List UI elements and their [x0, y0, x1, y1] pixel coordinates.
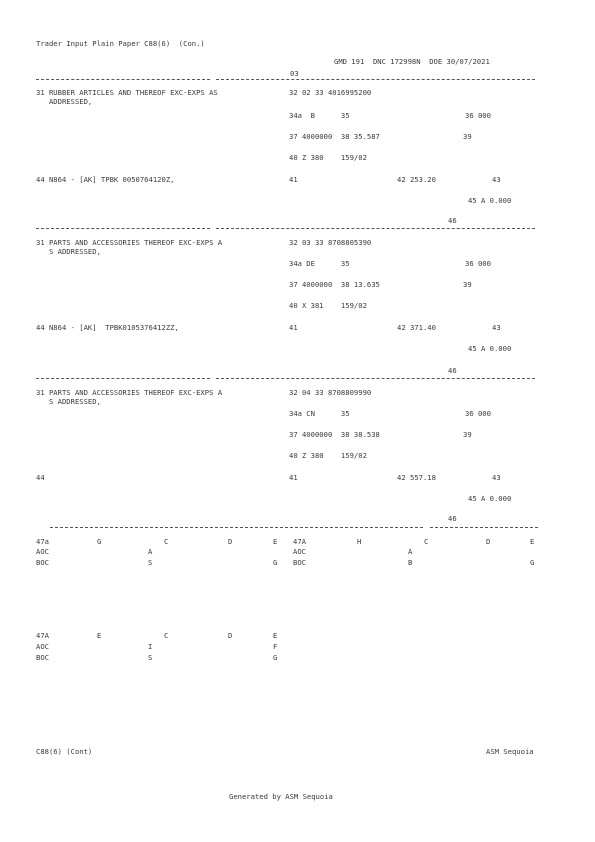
box-41: 41 — [289, 473, 298, 482]
box-39: 39 — [463, 280, 472, 289]
calc-aoc-value-2: F — [273, 642, 278, 651]
declaration-reference: GMD 191 DNC 172998N DOE 30/07/2021 — [334, 57, 490, 66]
divider — [430, 527, 538, 528]
calc-boc-label: BOC — [36, 653, 49, 662]
calc-col-h: H — [357, 537, 362, 546]
calc-col-47a: 47A — [293, 537, 306, 546]
calc-aoc-label: AOC — [293, 547, 306, 556]
calc-boc-value-2: G — [530, 558, 535, 567]
box-46: 46 — [448, 514, 457, 523]
calc-col-47a: 47a — [36, 537, 49, 546]
calc-col-e: E — [273, 631, 278, 640]
document-title: Trader Input Plain Paper C88(6) (Con.) — [36, 39, 205, 48]
calc-aoc-value: I — [148, 642, 153, 651]
divider — [216, 79, 535, 80]
divider — [36, 79, 210, 80]
box-43: 43 — [492, 323, 501, 332]
box-36: 36 000 — [465, 111, 491, 120]
calc-boc-value: B — [408, 558, 413, 567]
box-44: 44 — [36, 473, 45, 482]
box-43: 43 — [492, 473, 501, 482]
calc-boc-label: BOC — [293, 558, 306, 567]
calc-aoc-value: A — [148, 547, 153, 556]
calc-boc-label: BOC — [36, 558, 49, 567]
box-34-35: 34a CN 35 — [289, 409, 350, 418]
item-description-cont: S ADDRESSED, — [36, 397, 101, 406]
box-45: 45 A 0.000 — [468, 196, 512, 205]
calc-aoc-label: AOC — [36, 547, 49, 556]
item-description: 31 PARTS AND ACCESSORIES THEREOF EXC-EXPS A — [36, 238, 223, 247]
calc-col-e: E — [530, 537, 535, 546]
box-40: 40 Z 380 159/02 — [289, 153, 367, 162]
box-37-38: 37 4000000 38 13.635 — [289, 280, 380, 289]
divider — [216, 228, 535, 229]
commodity-code: 32 02 33 4016995200 — [289, 88, 372, 97]
calc-boc-value: S — [148, 558, 153, 567]
box-42: 42 557.18 — [397, 473, 436, 482]
calc-col-c: C — [164, 631, 169, 640]
divider — [50, 527, 423, 528]
box-36: 36 000 — [465, 259, 491, 268]
box-39: 39 — [463, 132, 472, 141]
divider — [36, 228, 210, 229]
calc-col-c: C — [424, 537, 429, 546]
item-description-cont: ADDRESSED, — [36, 97, 93, 106]
calc-col-d: D — [228, 631, 233, 640]
form-identifier: C88(6) (Cont) — [36, 747, 93, 756]
box-46: 46 — [448, 216, 457, 225]
box-36: 36 000 — [465, 409, 491, 418]
calc-col-d: D — [486, 537, 491, 546]
box-41: 41 — [289, 175, 298, 184]
calc-aoc-label: AOC — [36, 642, 49, 651]
commodity-code: 32 04 33 8708809990 — [289, 388, 372, 397]
box-40: 40 Z 380 159/02 — [289, 451, 367, 460]
generated-by-note: Generated by ASM Sequoia — [229, 792, 333, 801]
divider — [36, 378, 210, 379]
box-37-38: 37 4000000 38 38.538 — [289, 430, 380, 439]
calc-col-47a: 47A — [36, 631, 49, 640]
calc-col-g: G — [97, 537, 102, 546]
software-name: ASM Sequoia — [486, 747, 534, 756]
box-45: 45 A 0.000 — [468, 344, 512, 353]
box-39: 39 — [463, 430, 472, 439]
commodity-code: 32 03 33 8708805390 — [289, 238, 372, 247]
box-37-38: 37 4000000 38 35.587 — [289, 132, 380, 141]
box-46: 46 — [448, 366, 457, 375]
box-42: 42 253.20 — [397, 175, 436, 184]
item-description: 31 PARTS AND ACCESSORIES THEREOF EXC-EXPS A — [36, 388, 223, 397]
box-44: 44 N864 - [AK] TPBK 0050764120Z, — [36, 175, 175, 184]
calc-aoc-value: A — [408, 547, 413, 556]
calc-col-d: D — [228, 537, 233, 546]
divider — [216, 378, 535, 379]
box-3: 03 — [290, 69, 299, 78]
calc-boc-value: S — [148, 653, 153, 662]
calc-col-c: C — [164, 537, 169, 546]
box-45: 45 A 0.000 — [468, 494, 512, 503]
box-42: 42 371.40 — [397, 323, 436, 332]
box-43: 43 — [492, 175, 501, 184]
box-34-35: 34a DE 35 — [289, 259, 350, 268]
calc-col-e: E — [273, 537, 278, 546]
box-44: 44 N864 - [AK] TPBK0105376412ZZ, — [36, 323, 179, 332]
box-40: 40 X 381 159/02 — [289, 301, 367, 310]
box-34-35: 34a B 35 — [289, 111, 350, 120]
item-description-cont: S ADDRESSED, — [36, 247, 101, 256]
calc-col-e-first: E — [97, 631, 102, 640]
calc-boc-value-2: G — [273, 653, 278, 662]
box-41: 41 — [289, 323, 298, 332]
item-description: 31 RUBBER ARTICLES AND THEREOF EXC-EXPS AS — [36, 88, 218, 97]
calc-boc-value-2: G — [273, 558, 278, 567]
